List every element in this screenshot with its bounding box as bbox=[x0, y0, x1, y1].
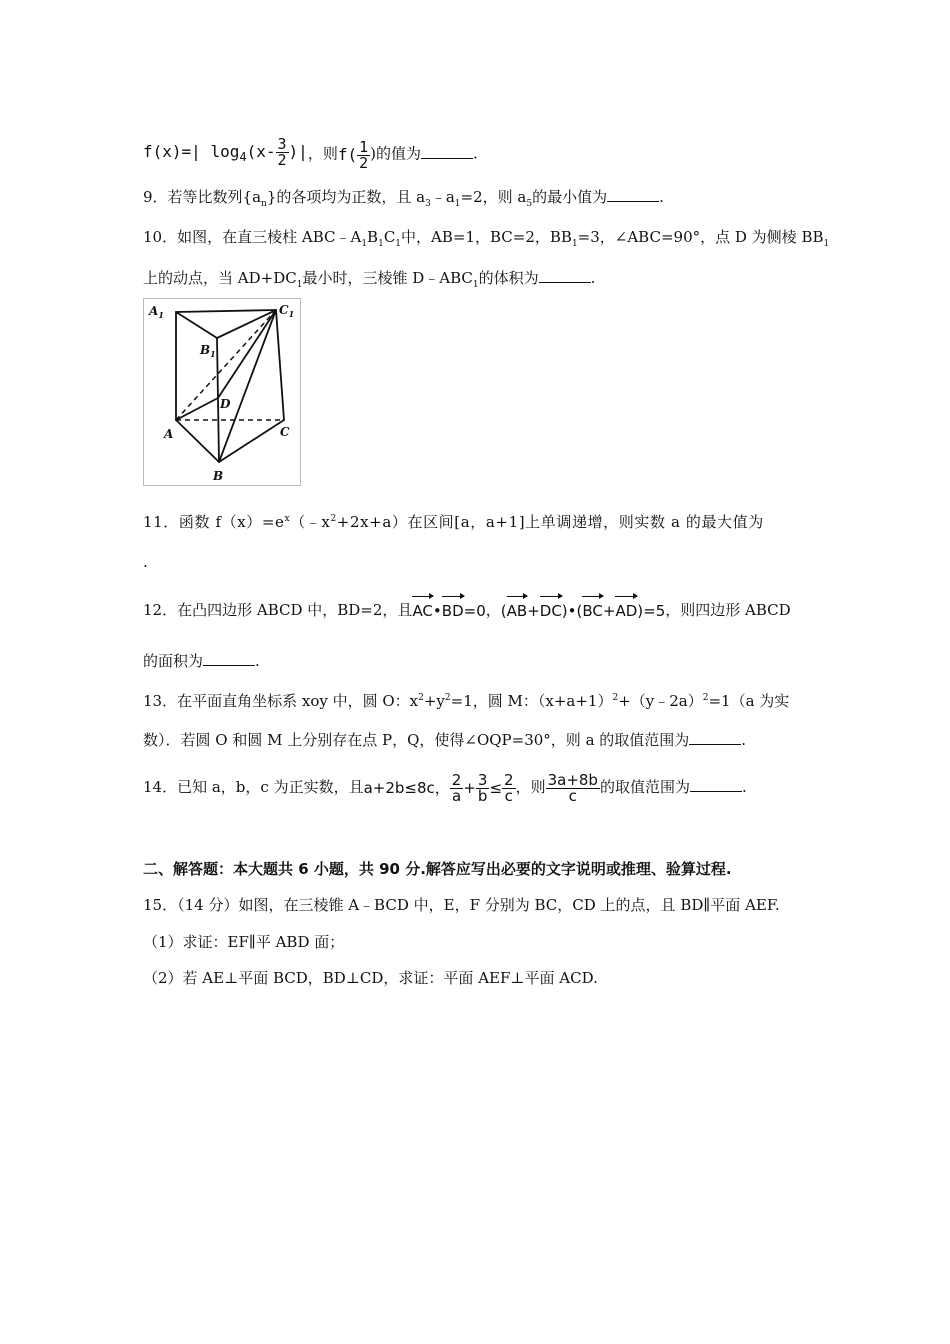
q12-text-2: ，则四边形 ABCD bbox=[665, 601, 791, 619]
q12-plus-1: + bbox=[527, 602, 540, 620]
q11-text-2: （﹣x bbox=[290, 513, 331, 531]
q10-sub-5: 1 bbox=[823, 239, 830, 249]
q10-answer-blank[interactable] bbox=[539, 268, 591, 283]
q12-vector-eq-1 bbox=[412, 599, 485, 623]
vec-bc: BC bbox=[582, 599, 603, 623]
q9-sub-4: 5 bbox=[526, 199, 533, 209]
q8-arg-close: ) bbox=[288, 142, 299, 161]
q13-text-4: +（y﹣2a） bbox=[618, 692, 703, 710]
q9-sub-3: 1 bbox=[454, 199, 461, 209]
q12-answer-blank[interactable] bbox=[203, 651, 255, 666]
q14-then: ，则 bbox=[515, 778, 546, 796]
q8-log-base: 4 bbox=[239, 150, 247, 165]
q13-sup-1: 2 bbox=[418, 693, 424, 703]
q12-line-2 bbox=[143, 651, 260, 671]
q8-frac-3-2 bbox=[276, 137, 289, 168]
q12-line-1 bbox=[143, 598, 791, 622]
q11-text-1: 11．函数 f（x）=e bbox=[143, 513, 285, 531]
edge-a-b bbox=[176, 420, 219, 462]
q14-f1-den: a bbox=[451, 787, 462, 805]
q9-text-4: =2，则 a bbox=[460, 188, 527, 206]
q14-text-1: 14．已知 a，b，c 为正实数，且 bbox=[143, 778, 364, 796]
q13-text-2: +y bbox=[423, 692, 445, 710]
q14-answer-blank[interactable] bbox=[690, 777, 742, 792]
edge-b1-b bbox=[217, 338, 219, 462]
q14-le: ≤ bbox=[489, 779, 503, 797]
label-a: A bbox=[164, 427, 174, 441]
q14-f3-num: 2 bbox=[504, 771, 514, 789]
q9-sub-2: 3 bbox=[425, 199, 431, 209]
q13-sup-2: 2 bbox=[444, 693, 451, 703]
q10-sub-7: 1 bbox=[472, 280, 479, 290]
q11-end: . bbox=[143, 553, 148, 571]
vec-bd: BD bbox=[442, 599, 464, 623]
q12-dot-2: • bbox=[567, 602, 577, 620]
q13-text-3: =1，圆 M：（x+a+1） bbox=[450, 692, 613, 710]
q14-text-2: 的取值范围为 bbox=[599, 778, 690, 796]
q9-text-2: }的各项均为正数，且 a bbox=[266, 188, 426, 206]
q14-frac-2-a bbox=[450, 773, 464, 804]
q12-comma: ， bbox=[485, 601, 501, 619]
q8-log: log bbox=[210, 142, 240, 161]
q8-frac-num: 3 bbox=[277, 135, 287, 153]
label-c: C bbox=[280, 425, 290, 439]
vec-dc: DC bbox=[540, 599, 562, 623]
label-b: B bbox=[213, 469, 224, 483]
edge-a1-b1 bbox=[176, 312, 217, 338]
q14-f2-den: b bbox=[477, 787, 488, 805]
q8-f-half bbox=[338, 138, 370, 172]
q12-text-1: 12．在凸四边形 ABCD 中，BD=2，且 bbox=[143, 601, 413, 619]
label-b1: $B_1$ bbox=[200, 343, 216, 359]
q9-text-3: ﹣a bbox=[430, 188, 455, 206]
q14-f4-den: c bbox=[568, 787, 577, 805]
q9-text-5: 的最小值为 bbox=[532, 188, 608, 206]
q13-text-1: 13．在平面直角坐标系 xoy 中，圆 O：x bbox=[143, 692, 419, 710]
q10-text-8: 的体积为 bbox=[478, 269, 539, 287]
q11-sup-2: 2 bbox=[330, 514, 337, 524]
q12-vector-eq-2 bbox=[501, 599, 666, 623]
q8-f-of: f( bbox=[337, 144, 358, 164]
q10-text-3: C bbox=[383, 228, 396, 246]
q8-value-text: )的值为 bbox=[370, 144, 421, 163]
vec-ab: AB bbox=[507, 599, 528, 623]
q15-line-1: 15．（14 分）如图，在三棱锥 A﹣BCD 中，E，F 分别为 BC，CD 上的点，且 BD∥平面 AEF. bbox=[143, 896, 780, 914]
q12-eq5: =5 bbox=[643, 602, 666, 620]
edge-a-d bbox=[176, 398, 218, 420]
q8-frac-den: 2 bbox=[277, 151, 287, 169]
q13-text-6: 数）．若圆 O 和圆 M 上分别存在点 P，Q，使得∠OQP=30°，则 a 的取值范围为 bbox=[143, 731, 690, 749]
q14-frac-2-c bbox=[502, 773, 516, 804]
q8-line bbox=[143, 135, 478, 172]
q14-line bbox=[143, 766, 747, 808]
q12-rp-1: ) bbox=[561, 602, 568, 620]
q10-sub-1: 1 bbox=[361, 239, 368, 249]
section-2-heading: 二、解答题：本大题共 6 小题，共 90 分.解答应写出必要的文字说明或推理、验算过程. bbox=[143, 860, 732, 878]
q10-end: . bbox=[590, 269, 596, 287]
q9-text-1: 9．若等比数列{a bbox=[143, 188, 262, 206]
q15-line-3: （2）若 AE⊥平面 BCD，BD⊥CD，求证：平面 AEF⊥平面 ACD. bbox=[143, 969, 598, 987]
q10-sub-2: 1 bbox=[378, 239, 384, 249]
prism-figure bbox=[143, 298, 301, 486]
q14-condition bbox=[364, 767, 516, 809]
q12-end: . bbox=[255, 652, 260, 670]
q8-formula bbox=[143, 135, 308, 174]
q13-line-2 bbox=[143, 730, 746, 750]
q14-frac-3-b bbox=[476, 773, 490, 804]
q10-line-1 bbox=[143, 227, 829, 254]
q8-half-den: 2 bbox=[359, 153, 369, 172]
q13-end: . bbox=[741, 731, 747, 749]
q8-end: . bbox=[472, 144, 478, 163]
edge-a1-c1 bbox=[176, 310, 276, 312]
q14-f1-num: 2 bbox=[451, 771, 462, 789]
q14-f2-num: 3 bbox=[477, 771, 488, 789]
edge-b-c bbox=[219, 420, 284, 462]
vec-ac: AC bbox=[412, 599, 432, 623]
q14-plus: + bbox=[463, 779, 476, 797]
q14-f4-num: 3a+8b bbox=[547, 771, 598, 789]
q10-text-6: 上的动点，当 AD+DC bbox=[143, 269, 297, 287]
q10-text-7: 最小时，三棱锥 D﹣ABC bbox=[302, 269, 473, 287]
q8-answer-blank[interactable] bbox=[421, 144, 473, 159]
q13-sup-3: 2 bbox=[612, 693, 619, 703]
q8-then: ，则 bbox=[307, 144, 338, 163]
abs-bar-right: | bbox=[298, 142, 308, 161]
q12-dot-1: • bbox=[432, 602, 442, 620]
q11-sup-1: x bbox=[284, 514, 291, 524]
q15-line-2: （1）求证：EF∥平 ABD 面； bbox=[143, 933, 345, 951]
label-a1: $A_1$ bbox=[149, 304, 164, 320]
q11-line-1 bbox=[143, 509, 764, 532]
vec-ad: AD bbox=[615, 599, 637, 623]
q8-frac-1-2 bbox=[357, 137, 370, 172]
q8-arg-open: (x- bbox=[246, 142, 276, 161]
q10-text-5: =3，∠ABC=90°，点 D 为侧棱 BB bbox=[577, 228, 824, 246]
q14-end: . bbox=[741, 778, 747, 796]
q12-rp-2: ) bbox=[637, 602, 644, 620]
q9-line bbox=[143, 187, 664, 214]
q13-line-1 bbox=[143, 688, 789, 711]
q13-text-5: =1（a 为实 bbox=[708, 692, 790, 710]
q12-plus-2: + bbox=[602, 602, 616, 620]
q12-eq0: =0 bbox=[463, 602, 486, 620]
q8-fx: f(x)= bbox=[143, 142, 192, 161]
q14-target bbox=[546, 767, 600, 809]
q11-text-3: +2x+a）在区间[a，a+1]上单调递增，则实数 a 的最大值为 bbox=[336, 513, 764, 531]
q10-text-2: B bbox=[367, 228, 379, 246]
q10-sub-4: 1 bbox=[571, 239, 578, 249]
q8-half-num: 1 bbox=[359, 137, 369, 156]
q10-text-4: 中，AB=1，BC=2，BB bbox=[401, 228, 572, 246]
q13-sup-4: 2 bbox=[702, 693, 709, 703]
q12-text-3: 的面积为 bbox=[143, 652, 204, 670]
q12-lp-2: ( bbox=[576, 602, 583, 620]
q10-sub-3: 1 bbox=[395, 239, 402, 249]
q10-text-1: 10．如图，在直三棱柱 ABC﹣A bbox=[143, 228, 362, 246]
q14-f3-den: c bbox=[504, 787, 513, 805]
q14-ineq-1: a+2b≤8c， bbox=[363, 779, 450, 797]
q12-lp-1: ( bbox=[500, 602, 507, 620]
q9-sub-1: n bbox=[261, 199, 267, 209]
edge-c1-c bbox=[276, 310, 284, 420]
label-c1: $C_1$ bbox=[279, 303, 295, 319]
q14-frac-target bbox=[546, 773, 600, 804]
q9-end: . bbox=[659, 188, 664, 206]
label-d: D bbox=[220, 397, 231, 411]
q13-answer-blank[interactable] bbox=[689, 730, 741, 745]
q9-answer-blank[interactable] bbox=[607, 187, 659, 202]
q10-line-2 bbox=[143, 268, 595, 295]
q11-line-2 bbox=[143, 552, 148, 572]
q10-sub-6: 1 bbox=[296, 280, 303, 290]
abs-bar-left: | bbox=[191, 142, 201, 161]
